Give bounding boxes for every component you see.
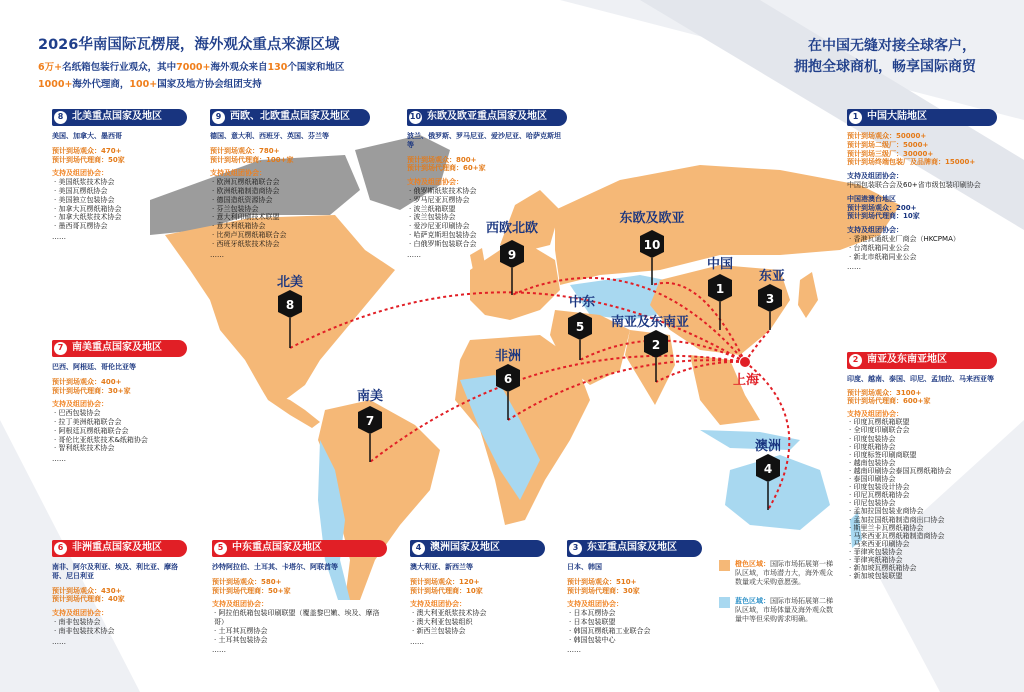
assoc-item: · 墨西哥瓦楞协会 xyxy=(52,222,187,231)
more-dots: …… xyxy=(52,455,66,464)
assoc-item: · 日本包装联盟 xyxy=(567,618,702,627)
assoc-item: · 南非包装协会 xyxy=(52,618,187,627)
assoc-title: 支持及组团协会： xyxy=(847,410,903,419)
more-dots: …… xyxy=(567,646,581,655)
assoc-title: 支持及组团协会： xyxy=(212,600,268,609)
more-dots: …… xyxy=(212,646,226,655)
assoc-item: · 印度纸箱协会 xyxy=(847,443,997,451)
panel-middle-east xyxy=(212,540,387,655)
assoc-item: · 越南包装协会 xyxy=(847,459,997,467)
countries: 南非、阿尔及利亚、埃及、利比亚、摩洛哥、尼日利亚 xyxy=(52,563,178,580)
legend-orange-swatch xyxy=(719,560,730,571)
stat-visitors: 预计到场观众：120+ xyxy=(410,577,480,586)
assoc-item: · 芬兰包装协会 xyxy=(210,205,370,214)
slogan-line-2: 拥抱全球商机，畅享国际商贸 xyxy=(794,59,976,75)
label-east-asia: 东亚 xyxy=(758,269,786,284)
stat-agents: 预计到场代理商：600+家 xyxy=(847,397,931,406)
assoc-item: · 西班牙纸浆技术协会 xyxy=(210,240,370,249)
header-line-2: 1000+海外代理商，100+国家及地方协会组团支持 xyxy=(38,79,262,90)
assoc-title: 支持及组团协会： xyxy=(847,172,903,181)
assoc-item: · 香港瓦通纸业厂商会（HKCPMA） xyxy=(847,235,997,244)
pin-9-num: 9 xyxy=(507,248,517,262)
panel-header: 5 中东重点国家及地区 xyxy=(212,540,387,557)
assoc-item: · 斯里兰卡瓦楞纸箱协会 xyxy=(847,524,997,532)
stat-visitors: 预计到场观众：580+ xyxy=(212,577,282,586)
countries: 日本、韩国 xyxy=(567,563,602,571)
panel-eastern-europe xyxy=(407,109,567,259)
assoc-item: · 台湾纸箱同业公会 xyxy=(847,244,997,253)
slogan-line-1: 在中国无缝对接全球客户， xyxy=(808,38,976,54)
pin-6-num: 6 xyxy=(503,372,513,386)
legend-blue-swatch xyxy=(719,597,730,608)
assoc-item: · 马来西亚瓦楞纸箱制造商协会 xyxy=(847,532,997,540)
hk-assoc-title: 支持及组团协会： xyxy=(847,226,903,235)
panel-number: 2 xyxy=(849,354,862,367)
pin-1-num: 1 xyxy=(715,282,725,296)
panel-header: 3 东亚重点国家及地区 xyxy=(567,540,702,557)
assoc-item: · 越南印刷协会泰国瓦楞纸箱协会 xyxy=(847,467,997,475)
assoc-title: 支持及组团协会： xyxy=(567,600,623,609)
assoc-line: 中国包装联合会及60+省市级包装印刷协会 xyxy=(847,180,981,189)
assoc-item: · 意大利印刷技术联盟 xyxy=(210,213,370,222)
panel-header: 10 东欧及欧亚重点国家及地区 xyxy=(407,109,567,126)
panel-number: 5 xyxy=(214,542,227,555)
panel-africa xyxy=(52,540,187,646)
assoc-item: · 欧洲纸箱制造商协会 xyxy=(210,187,370,196)
more-dots: …… xyxy=(210,250,224,259)
more-dots: …… xyxy=(52,637,66,646)
hk-stat-agents: 预计到场代理商：10家 xyxy=(847,212,920,221)
stat-agents: 预计到场代理商：10家 xyxy=(410,586,483,595)
assoc-item: · 韩国包装中心 xyxy=(567,636,702,645)
hk-stat-visitors: 预计到场观众：200+ xyxy=(847,203,917,212)
panel-header: 8 北美重点国家及地区 xyxy=(52,109,187,126)
assoc-item: · 智利纸浆技术协会 xyxy=(52,444,187,453)
assoc-item: · 波兰包装协会 xyxy=(407,213,567,222)
panel-number: 6 xyxy=(54,542,67,555)
assoc-item: · 印度包装设计协会 xyxy=(847,483,997,491)
assoc-item: · 孟加拉国包装业商协会 xyxy=(847,507,997,515)
assoc-title: 支持及组团协会： xyxy=(52,400,108,409)
stat-tertiary: 预计到场三级厂：30000+ xyxy=(847,149,934,158)
assoc-item: · 加拿大纸浆技术协会 xyxy=(52,213,187,222)
panel-number: 7 xyxy=(54,342,67,355)
assoc-item: · 哥伦比亚纸浆技术&纸箱协会 xyxy=(52,436,187,445)
stat-secondary: 预计到场二级厂：5000+ xyxy=(847,140,929,149)
stat-agents: 预计到场代理商：50+家 xyxy=(212,586,291,595)
assoc-item: · 哈萨克斯坦包装协会 xyxy=(407,231,567,240)
assoc-item: · 阿拉伯纸箱包装印刷联盟（覆盖黎巴嫩、埃及、摩洛哥） xyxy=(212,609,387,627)
assoc-item: · 印尼包装协会 xyxy=(847,499,997,507)
assoc-item: · 俄罗斯纸浆技术协会 xyxy=(407,187,567,196)
assoc-item: · 菲律宾包装协会 xyxy=(847,548,997,556)
pin-10-num: 10 xyxy=(643,238,661,252)
panel-south-asia xyxy=(847,352,997,580)
assoc-item: · 比荷卢瓦楞纸箱联合会 xyxy=(210,231,370,240)
stat-visitors: 预计到场观众：510+ xyxy=(567,577,637,586)
more-dots: …… xyxy=(407,250,421,259)
indonesia-land xyxy=(700,430,800,450)
assoc-item: · 新北市纸箱同业公会 xyxy=(847,253,997,262)
label-south-america: 南美 xyxy=(356,389,384,404)
assoc-item: · 印度瓦楞纸箱联盟 xyxy=(847,418,997,426)
panel-header: 2 南亚及东南亚地区 xyxy=(847,352,997,369)
assoc-item: · 土耳其瓦楞协会 xyxy=(212,627,387,636)
assoc-item: · 欧洲瓦楞纸箱联合会 xyxy=(210,178,370,187)
pin-2-num: 2 xyxy=(651,338,661,352)
assoc-item: · 巴西包装协会 xyxy=(52,409,187,418)
panel-number: 4 xyxy=(412,542,425,555)
stat-visitors: 预计到场观众：780+ xyxy=(210,146,280,155)
assoc-item: · 波兰纸箱联盟 xyxy=(407,205,567,214)
panel-number: 8 xyxy=(54,111,67,124)
stat-brands: 预计到场终端包装厂及品牌商：15000+ xyxy=(847,158,976,167)
assoc-item: · 美国瓦楞纸协会 xyxy=(52,187,187,196)
shanghai-marker xyxy=(740,357,750,367)
stat-agents: 预计到场代理商：100+家 xyxy=(210,155,294,164)
stat-agents: 预计到场代理商：60+家 xyxy=(407,164,486,173)
stat-agents: 预计到场代理商：50家 xyxy=(52,155,125,164)
label-oceania: 澳洲 xyxy=(754,439,782,454)
assoc-title: 支持及组团协会： xyxy=(410,600,466,609)
countries: 澳大利亚、新西兰等 xyxy=(410,563,473,571)
assoc-item: · 爱沙尼亚印刷协会 xyxy=(407,222,567,231)
panel-number: 3 xyxy=(569,542,582,555)
label-eastern-europe: 东欧及欧亚 xyxy=(619,211,685,226)
assoc-title: 支持及组团协会： xyxy=(52,609,108,618)
assoc-item: · 新加坡包装联盟 xyxy=(847,572,997,580)
japan-land xyxy=(798,272,818,318)
page-header xyxy=(38,33,458,90)
assoc-item: · 意大利纸箱协会 xyxy=(210,222,370,231)
label-africa: 非洲 xyxy=(494,349,522,364)
assoc-item: · 新加坡瓦楞纸箱协会 xyxy=(847,564,997,572)
assoc-item: · 美国纸浆技术协会 xyxy=(52,178,187,187)
stat-visitors: 预计到场观众：3100+ xyxy=(847,389,922,398)
panel-header: 6 非洲重点国家及地区 xyxy=(52,540,187,557)
assoc-item: · 土耳其包装协会 xyxy=(212,636,387,645)
assoc-item: · 澳大利亚纸浆技术协会 xyxy=(410,609,545,618)
countries: 印度、越南、泰国、印尼、孟加拉、马来西亚等 xyxy=(847,375,994,383)
stat-agents: 预计到场代理商：30家 xyxy=(567,586,640,595)
pin-7-num: 7 xyxy=(365,414,375,428)
legend xyxy=(719,560,837,624)
assoc-item: · 德国造纸资源协会 xyxy=(210,196,370,205)
stat-visitors: 预计到场观众：800+ xyxy=(407,155,477,164)
assoc-item: · 泰国印刷协会 xyxy=(847,475,997,483)
assoc-item: · 菲律宾纸箱协会 xyxy=(847,556,997,564)
assoc-item: · 孟加拉国纸箱制造商出口协会 xyxy=(847,516,997,524)
assoc-item: · 罗马尼亚瓦楞协会 xyxy=(407,196,567,205)
assoc-item: · 阿根廷瓦楞纸箱联合会 xyxy=(52,427,187,436)
stat-visitors: 预计到场观众：470+ xyxy=(52,146,122,155)
panel-header: 4 澳洲国家及地区 xyxy=(410,540,545,557)
panel-number: 10 xyxy=(409,111,422,124)
assoc-item: · 新西兰包装协会 xyxy=(410,627,545,636)
pin-5-num: 5 xyxy=(575,320,585,334)
label-south-asia: 南亚及东南亚 xyxy=(610,315,690,330)
panel-china xyxy=(847,109,997,272)
stat-agents: 预计到场代理商：40家 xyxy=(52,595,125,604)
assoc-title: 支持及组团协会： xyxy=(210,169,266,178)
assoc-title: 支持及组团协会： xyxy=(52,169,108,178)
more-dots: …… xyxy=(52,232,66,241)
panel-number: 1 xyxy=(849,111,862,124)
pin-3-num: 3 xyxy=(765,292,775,306)
more-dots: …… xyxy=(847,263,861,272)
assoc-title: 支持及组团协会： xyxy=(407,178,463,187)
more-dots: …… xyxy=(410,637,424,646)
label-shanghai: 上海 xyxy=(732,373,760,388)
legend-orange: 橙色区域：国际市场拓展第一梯队区域，市场潜力大，海外观众数量或大采购意愿强。 xyxy=(719,560,837,587)
panel-oceania xyxy=(410,540,545,646)
assoc-item: · 印度标签印刷商联盟 xyxy=(847,451,997,459)
stat-visitors: 预计到场观众：50000+ xyxy=(847,132,927,140)
countries: 波兰、俄罗斯、罗马尼亚、爱沙尼亚、哈萨克斯坦等 xyxy=(407,132,561,149)
panel-south-america xyxy=(52,340,187,464)
assoc-item: · 韩国瓦楞纸箱工业联合会 xyxy=(567,627,702,636)
hk-title: 中国港澳台地区 xyxy=(847,194,896,203)
assoc-item: · 印尼瓦楞纸箱协会 xyxy=(847,491,997,499)
label-western-europe: 西欧北欧 xyxy=(485,221,539,236)
countries: 沙特阿拉伯、土耳其、卡塔尔、阿联酋等 xyxy=(212,563,338,571)
assoc-item: · 日本瓦楞协会 xyxy=(567,609,702,618)
panel-header: 7 南美重点国家及地区 xyxy=(52,340,187,357)
assoc-item: · 马来西亚印刷协会 xyxy=(847,540,997,548)
assoc-item: · 美国独立包装协会 xyxy=(52,196,187,205)
legend-blue: 蓝色区域：国际市场拓展第二梯队区域，市场体量及海外观众数量中等但采购需求明确。 xyxy=(719,597,837,624)
assoc-item: · 澳大利亚包装组织 xyxy=(410,618,545,627)
pin-4-num: 4 xyxy=(763,462,773,476)
slogan xyxy=(794,36,976,78)
panel-header: 9 西欧、北欧重点国家及地区 xyxy=(210,109,370,126)
label-north-america: 北美 xyxy=(276,275,304,290)
central-america-land xyxy=(262,390,320,428)
label-china: 中国 xyxy=(706,257,734,272)
assoc-item: · 印度包装协会 xyxy=(847,435,997,443)
page-title: 2026华南国际瓦楞展，海外观众重点来源区域 xyxy=(38,37,340,53)
countries: 德国、意大利、西班牙、英国、芬兰等 xyxy=(210,132,329,140)
panel-north-america xyxy=(52,109,187,242)
assoc-item: · 加拿大瓦楞纸箱协会 xyxy=(52,205,187,214)
countries: 美国、加拿大、墨西哥 xyxy=(52,132,122,140)
stat-agents: 预计到场代理商：30+家 xyxy=(52,386,131,395)
stat-visitors: 预计到场观众：430+ xyxy=(52,586,122,595)
assoc-item: · 白俄罗斯包装联合会 xyxy=(407,240,567,249)
countries: 巴西、阿根廷、哥伦比亚等 xyxy=(52,363,136,371)
assoc-item: · 拉丁美洲纸箱联合会 xyxy=(52,418,187,427)
pin-8-num: 8 xyxy=(285,298,295,312)
header-line-1: 6万+名纸箱包装行业观众，其中7000+海外观众来自130个国家和地区 xyxy=(38,62,345,73)
panel-western-europe xyxy=(210,109,370,259)
panel-header: 1 中国大陆地区 xyxy=(847,109,997,126)
assoc-item: · 南非包装技术协会 xyxy=(52,627,187,636)
panel-number: 9 xyxy=(212,111,225,124)
stat-visitors: 预计到场观众：400+ xyxy=(52,377,122,386)
assoc-item: · 全印度印刷联合会 xyxy=(847,426,997,434)
label-middle-east: 中东 xyxy=(568,295,596,310)
panel-east-asia xyxy=(567,540,702,655)
